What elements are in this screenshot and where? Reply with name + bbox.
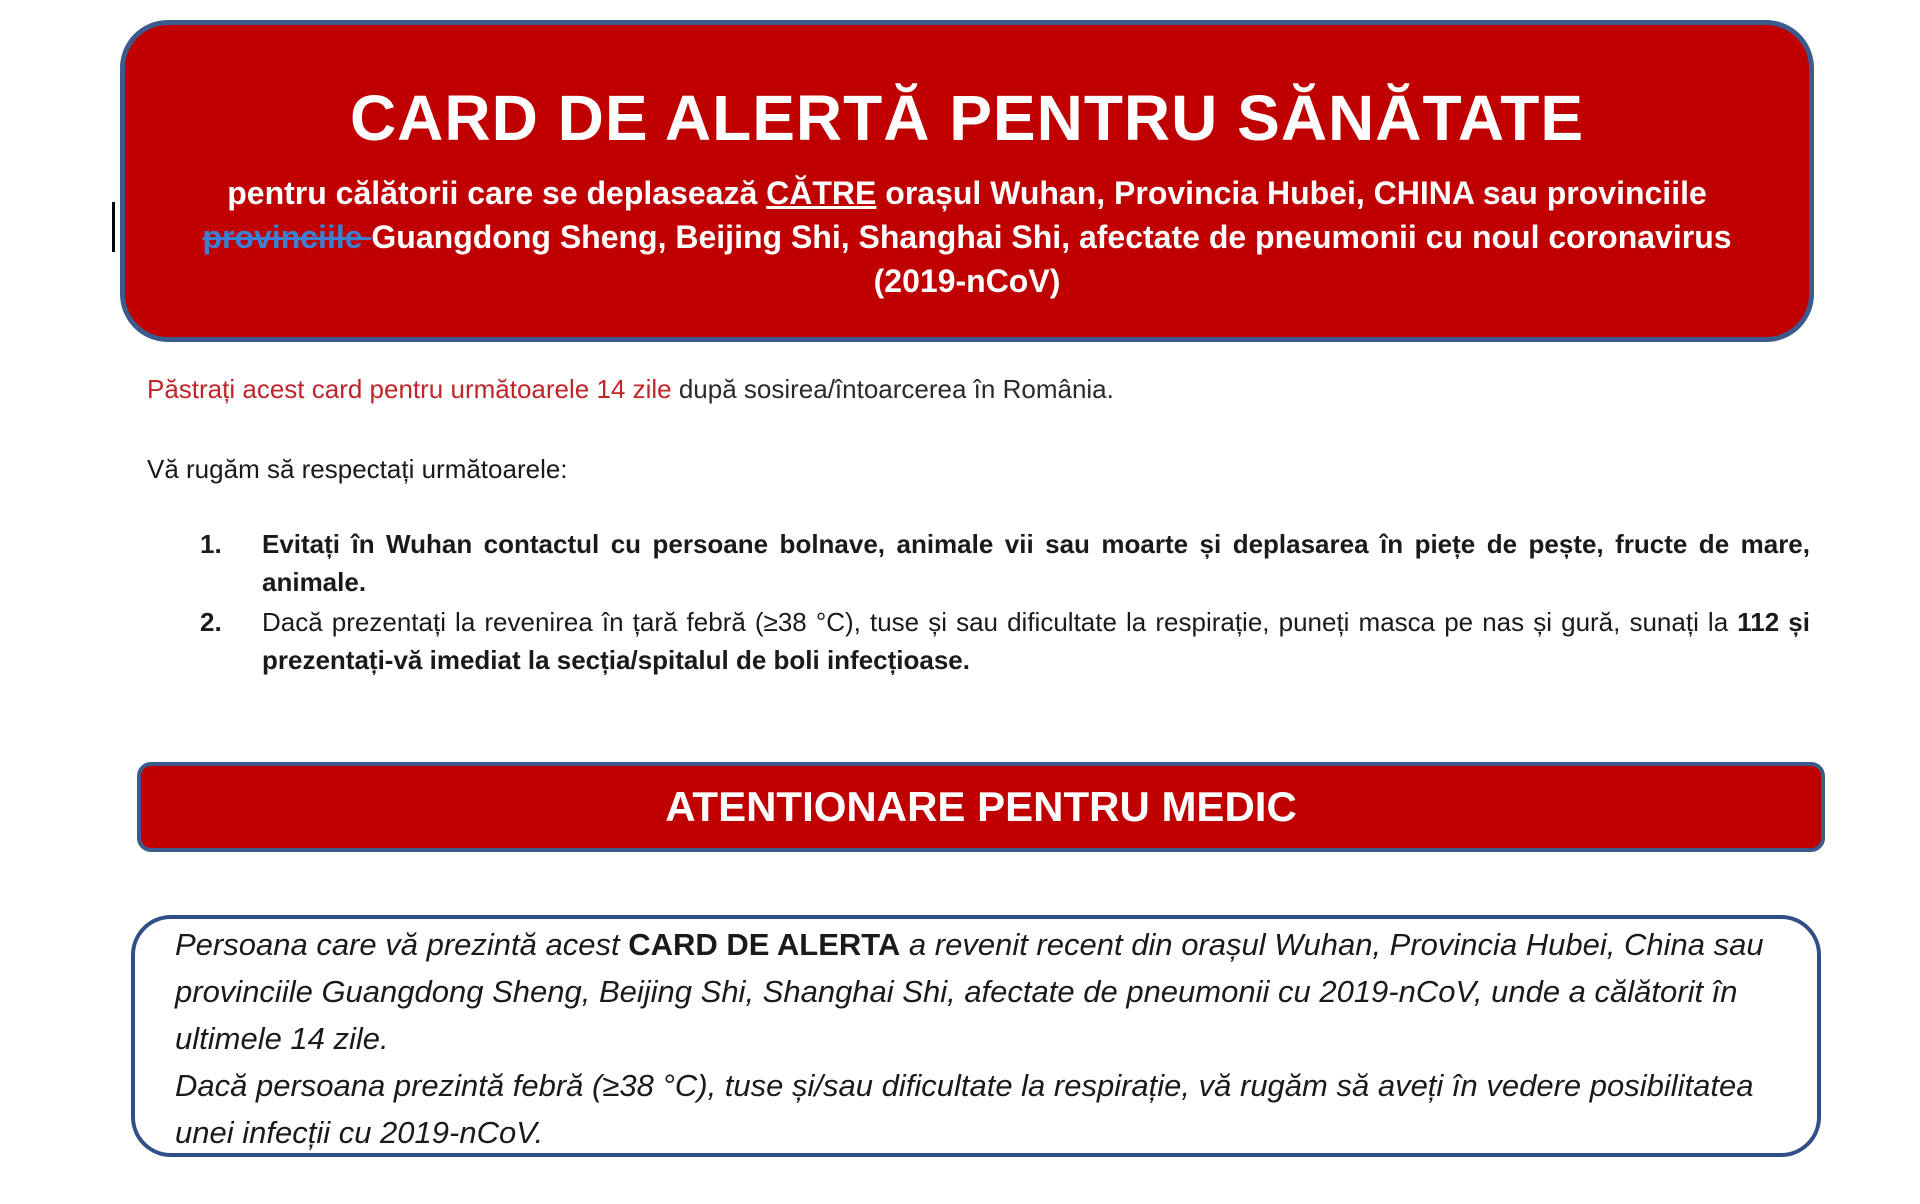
keep-card-notice-dark: după sosirea/întoarcerea în România. [671, 374, 1114, 404]
subtitle-part-1: pentru călătorii care se deplasează [227, 175, 767, 212]
list-item [200, 525, 1810, 601]
medic-para1-part2: a revenit recent din orașul Wuhan, Provincia Hubei, China sau provinciile Guangdong Sheng, Beijing Shi, Shanghai Shi, afectate de pneumonii cu 2019-nCoV, unde a călătorit în ultimele 14 zile. [175, 927, 1764, 1056]
keep-card-notice [147, 372, 1114, 406]
medic-para2: Dacă persoana prezintă febră (≥38 °C), tuse și/sau dificultate la respirație, vă rugăm să aveți în vedere posibilitatea unei infecții cu 2019-nCoV. [175, 1068, 1754, 1150]
list-item-text-regular: Dacă prezentați la revenirea în țară febră (≥38 °C), tuse și sau dificultate la respirație, puneți masca pe nas și gură, sunați la [262, 607, 1738, 637]
instructions-intro: Vă rugăm să respectați următoarele: [147, 454, 568, 484]
list-item-text [262, 603, 1810, 679]
list-item-text: Evitați în Wuhan contactul cu persoane bolnave, animale vii sau moarte și deplasarea în piețe de pește, fructe de mare, animale. [262, 529, 1810, 597]
alert-header-banner [120, 20, 1814, 342]
alert-card-title: CARD DE ALERTĂ PENTRU SĂNĂTATE [349, 82, 1585, 154]
subtitle-part-3: Guangdong Sheng, Beijing Shi, Shanghai Shi, afectate de pneumonii cu noul coronavirus (2019-nCoV) [371, 219, 1732, 300]
medic-para1-bold: CARD DE ALERTA [628, 927, 901, 962]
alert-card-subtitle [187, 171, 1747, 303]
medic-warning-banner: ATENTIONARE PENTRU MEDIC [137, 762, 1825, 852]
text-cursor-mark [112, 202, 115, 252]
medic-info-box [131, 915, 1821, 1157]
instructions-list [200, 525, 1810, 681]
list-item [200, 603, 1810, 679]
keep-card-notice-red: Păstrați acest card pentru următoarele 14 zile [147, 374, 672, 404]
subtitle-part-2: orașul Wuhan, Provincia Hubei, CHINA sau provinciile [876, 175, 1707, 212]
medic-para1-part1: Persoana care vă prezintă acest [175, 927, 629, 962]
list-item-number: 2. [200, 607, 222, 637]
medic-info-text [175, 921, 1777, 1156]
list-item-text-bold: 112 și prezentați-vă imediat la secția/spitalul de boli infecțioase. [262, 607, 1810, 675]
list-item-number: 1. [200, 529, 222, 559]
subtitle-struck-word: provinciile [202, 219, 372, 256]
subtitle-underlined-word: CĂTRE [766, 175, 877, 212]
